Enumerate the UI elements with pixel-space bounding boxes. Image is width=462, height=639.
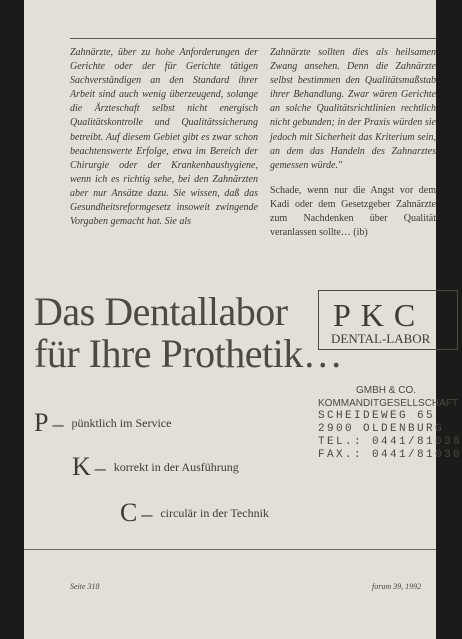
slogan-letter: P [34,408,49,437]
address-street: SCHEIDEWEG 65 [318,410,436,422]
company-form: GMBH & CO. [356,385,417,396]
article-right-quote: Zahnärzte sollten dies als heilsamen Zwang ansehen. Denn die Zahnärzte selbst bestimmen den Qualitätsmaßstab ihrer Behandlung. Zwar wären Gerichte an solche Qualitätsrichtlinien rechtlich nicht gebunden; in der Praxis würden sie jedoch mit Sicherheit das Kriterium sein, an dem das Handeln des Zahnarztes gemessen würde." [270,47,436,171]
slogan-text: korrekt in der Ausführung [113,460,239,474]
pkc-logo [318,290,458,350]
issue-reference: forum 39, 1992 [372,582,422,591]
ad-headline-line2: für Ihre Prothetik… [34,331,343,376]
phone-number: TEL.: 0441/81038 [318,436,462,448]
slogan-letter: K [72,452,91,481]
address-city: 2900 OLDENBURG [318,423,445,435]
slogan-text: pünktlich im Service [71,416,172,430]
slogan-dash: – [141,501,153,526]
logo-letters: PKC [333,297,426,333]
article-right-closing: Schade, wenn nur die Angst vor dem Kadi oder dem Gesetzgeber Zahnärzte zum Nachdenken über Qualität veranlassen sollte… (ib) [270,184,436,239]
page-number: Seite 318 [70,582,100,591]
fax-number: FAX.: 0441/81030 [318,449,462,461]
company-legal-form: KOMMANDITGESELLSCHAFT [318,398,459,409]
slogan-p [34,408,171,438]
logo-subtitle: DENTAL-LABOR [331,331,431,346]
magazine-page [24,0,462,639]
article-left-column [70,46,258,229]
slogan-dash: – [52,411,64,436]
bottom-rule [24,549,436,550]
slogan-k [72,452,239,482]
top-rule [70,38,436,39]
ad-headline-line1: Das Dentallabor [34,289,288,334]
article-right-column [270,46,436,240]
slogan-c [120,498,269,528]
article-left-text: Zahnärzte, über zu hohe Anforderungen der Gerichte oder der für Gerichte tätigen Sachverständigen an den Standard ihrer Arbeit sind auch wenig überzeugend, solange die Ärzteschaft selbst nicht energisch Qualitätskontrolle und Qualitätssicherung betreibt. Auf diesem Gebiet gibt es zwar schon beachtenswerte Erfolge, etwa im Bereich der Chirurgie oder der Krankenhaushygiene, wenn ich es richtig sehe, bei den Zahnärzten aber nur Ansätze dazu. Sie wissen, daß das Gesundheitsreformgesetz insoweit zwingende Vorgaben gemacht hat. Sie als [70,47,258,228]
slogan-letter: C [120,498,138,527]
slogan-text: circulär in der Technik [160,506,269,520]
slogan-dash: – [94,455,106,480]
